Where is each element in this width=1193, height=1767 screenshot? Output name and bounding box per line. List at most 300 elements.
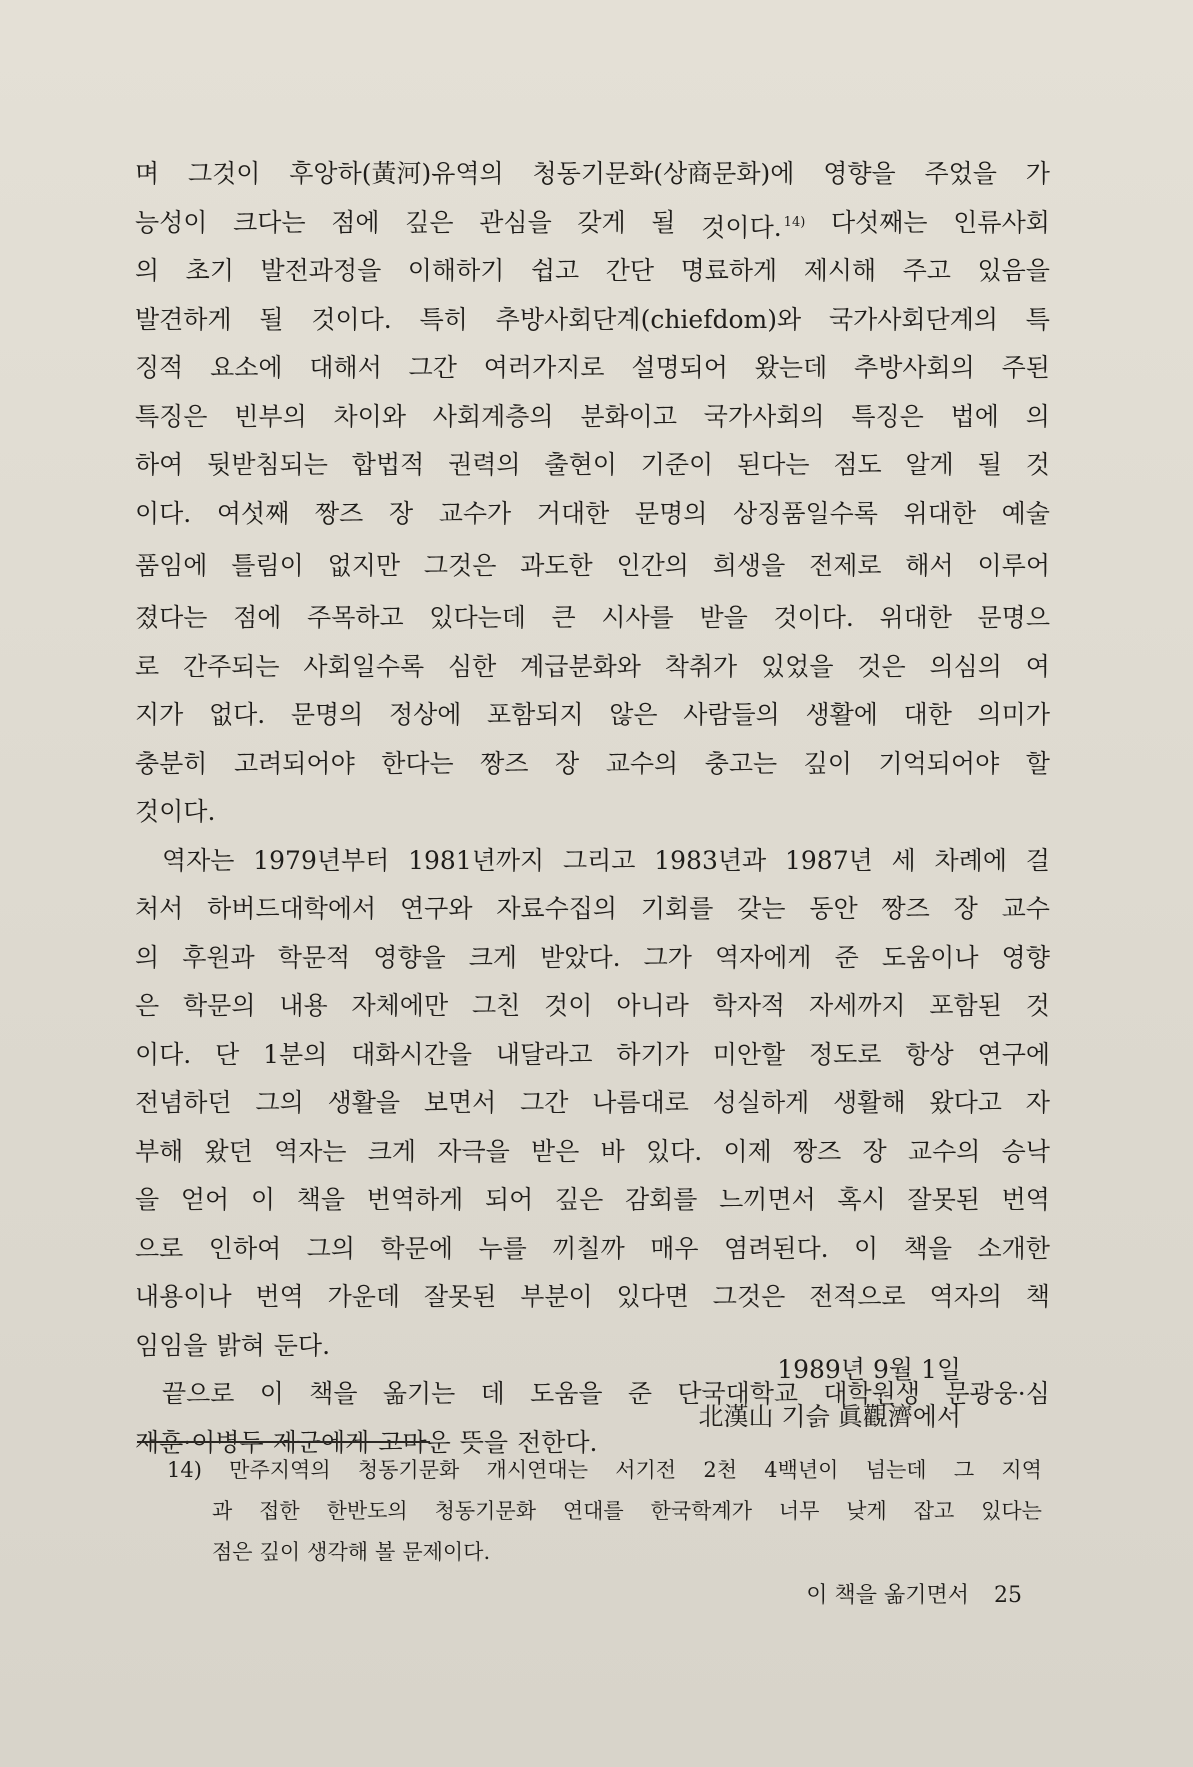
word: 될 <box>651 207 676 237</box>
word: 이 <box>259 1379 284 1408</box>
word: 사회일수록 <box>303 651 425 681</box>
word: 장 <box>555 748 580 778</box>
word: 1979년부터 <box>253 845 390 875</box>
word: 크게 <box>367 1136 417 1166</box>
word: 교수의 <box>907 1136 981 1166</box>
word: 도움을 <box>530 1379 603 1408</box>
text-line <box>135 691 1050 740</box>
word: 밝혀 <box>216 1330 265 1360</box>
word: 인하여 <box>208 1233 282 1263</box>
text-line <box>167 1450 1042 1491</box>
word: 아니라 <box>616 991 689 1020</box>
word: 번역 <box>1001 1185 1050 1214</box>
word: 장 <box>862 1136 887 1166</box>
text-line <box>135 643 1050 692</box>
text-line <box>135 150 1050 199</box>
word: 것이 <box>544 991 593 1020</box>
word: 문광웅·심 <box>945 1379 1050 1408</box>
word: 초기 <box>185 256 234 285</box>
word: 것이다. <box>311 304 392 334</box>
word: 이 <box>854 1233 879 1263</box>
word: 며 <box>135 159 160 188</box>
word: 그간 <box>408 353 457 382</box>
word: 시사를 <box>601 603 674 632</box>
word: 자료수집의 <box>496 894 618 923</box>
word: 점도 <box>833 450 882 479</box>
word: 바 <box>600 1136 625 1166</box>
word: 추방사회단계(chiefdom)와 <box>495 304 802 334</box>
word: 개시연대는 <box>486 1458 588 1482</box>
word: 연대를 <box>562 1499 624 1523</box>
word: 생활해 <box>833 1088 906 1117</box>
word: 데 <box>480 1379 505 1408</box>
word: 특히 <box>419 304 468 334</box>
word: 로 <box>135 651 160 681</box>
word: 지가 <box>135 700 184 729</box>
word: 생활을 <box>327 1088 401 1117</box>
word: 짱즈 <box>881 894 930 923</box>
word: 충분히 <box>135 748 208 778</box>
word: 갖는 <box>737 894 786 923</box>
text-line <box>135 837 1050 886</box>
word: 왔는데 <box>754 353 828 382</box>
word: 너무 <box>778 1499 820 1523</box>
word: 1987년 <box>784 845 873 875</box>
word: 이다. <box>135 498 192 528</box>
word: 그리고 <box>563 845 636 875</box>
word: 가운데 <box>327 1282 401 1311</box>
word: 자 <box>1025 1088 1050 1117</box>
word: 그것은 <box>712 1282 786 1311</box>
word: 걸 <box>1025 845 1050 875</box>
word: 간주되는 <box>182 651 280 681</box>
word: 있다면 <box>616 1282 689 1311</box>
word: 대화시간을 <box>351 1039 473 1069</box>
word: 끼칠까 <box>552 1233 625 1263</box>
word: 이 <box>250 1185 275 1214</box>
word: 특징은 <box>135 401 208 431</box>
word: 포함되지 <box>487 700 584 729</box>
word: 그가 <box>643 942 692 972</box>
word: 없지만 <box>327 551 401 580</box>
text-line <box>135 538 1050 594</box>
text-line <box>135 490 1050 539</box>
word: 짱즈 <box>480 748 529 778</box>
text-line <box>135 788 1050 837</box>
word: 혹시 <box>837 1185 886 1214</box>
word: 역자는 <box>162 845 235 875</box>
word: 책을 <box>903 1233 952 1263</box>
word: 해서 <box>905 551 954 580</box>
word: 제시해 <box>803 256 877 285</box>
word: 된다는 <box>737 450 810 479</box>
word: 것 <box>1025 991 1050 1020</box>
word: 성실하게 <box>712 1088 810 1117</box>
word: 번역하게 <box>366 1185 464 1214</box>
text-line <box>135 296 1050 345</box>
word: 1분의 <box>263 1039 328 1069</box>
text-line <box>135 1225 1050 1274</box>
word: 단국대학교 <box>677 1379 799 1408</box>
word: 설명되어 <box>631 353 728 382</box>
word: 것이다. $^{14)}$ <box>701 212 806 242</box>
word: 의 <box>135 256 160 285</box>
word: 거대한 <box>536 498 610 528</box>
word: 사람들의 <box>683 700 780 729</box>
word: 그 <box>953 1458 975 1482</box>
word: 알게 <box>905 450 954 479</box>
word: 한다는 <box>381 748 454 778</box>
word: 그의 <box>306 1233 356 1263</box>
word: 역자의 <box>929 1282 1002 1311</box>
word: 넘는데 <box>865 1458 927 1482</box>
word: 대학원생 <box>823 1379 921 1408</box>
page-number: 25 <box>994 1583 1022 1608</box>
word: 의심의 <box>929 651 1002 681</box>
word: 학문에 <box>380 1233 453 1263</box>
word: 것이다. <box>773 603 854 632</box>
word: 부분이 <box>520 1282 593 1311</box>
word: 품임에 <box>135 551 208 580</box>
word: 접한 <box>259 1499 300 1523</box>
word: 인간의 <box>616 551 689 580</box>
word: 청동기문화 <box>434 1499 536 1523</box>
word: 받은 <box>531 1136 580 1166</box>
running-footer-title: 이 책을 옮기면서 <box>806 1583 969 1608</box>
word: 주었을 <box>924 159 997 188</box>
word: 점에 <box>233 603 282 632</box>
word: 낮게 <box>846 1499 887 1523</box>
word: 고마운 <box>378 1427 451 1457</box>
word: 만주지역의 <box>229 1458 331 1482</box>
word: 단 <box>215 1039 240 1069</box>
text-line <box>135 740 1050 789</box>
word: 있다. <box>645 1136 703 1166</box>
word: 내용이나 <box>135 1282 232 1311</box>
word: 책을 <box>296 1185 345 1214</box>
word: 연구와 <box>400 894 473 923</box>
word: 합법적 <box>351 450 425 479</box>
footnote <box>167 1450 1042 1573</box>
word: 기준이 <box>640 450 714 479</box>
word: 없다. <box>208 700 266 729</box>
word: 장 <box>953 894 978 923</box>
text-line <box>135 1079 1050 1128</box>
word: 주목하고 <box>307 603 404 632</box>
word: 않은 <box>609 700 658 729</box>
word: 문명으 <box>977 603 1050 632</box>
word: 크다는 <box>233 207 306 237</box>
word: 충고는 <box>704 748 778 778</box>
word: 교수가 <box>438 498 512 528</box>
text-line <box>135 1031 1050 1080</box>
text-line <box>135 1176 1050 1225</box>
text-line <box>135 393 1050 442</box>
word: 그친 <box>471 991 521 1020</box>
word: 하버드대학에서 <box>207 894 377 923</box>
word: 요소에 <box>210 353 283 382</box>
word: 이루어 <box>977 551 1050 580</box>
word: 매우 <box>650 1233 699 1263</box>
word: 여 <box>1025 651 1050 681</box>
word: 도움이나 <box>881 942 979 972</box>
word: 착취가 <box>664 651 738 681</box>
word: 쉽고 <box>530 256 580 285</box>
word: 청동기문화(상商문화)에 <box>532 159 795 188</box>
word: 예술 <box>1001 498 1050 528</box>
word: 2천 <box>703 1458 737 1482</box>
word: 과도한 <box>520 551 593 580</box>
text-line <box>135 885 1050 934</box>
word: 의 <box>1025 401 1050 431</box>
body-text <box>135 150 1050 1467</box>
word: 둔다. <box>273 1330 331 1360</box>
word: 역자에게 <box>714 942 812 972</box>
text-line <box>135 1128 1050 1177</box>
word: 4백년이 <box>764 1458 839 1482</box>
word: 상징품일수록 <box>733 498 878 528</box>
word: 발전과정을 <box>260 256 382 285</box>
word: 전적으로 <box>809 1282 906 1311</box>
word: 되어 <box>484 1185 534 1214</box>
word: 받았다. <box>540 942 621 972</box>
word: 여러가지로 <box>483 353 605 382</box>
signature-place: 北漢山 기슭 眞觀濟에서 <box>698 1402 961 1431</box>
word: 그의 <box>255 1088 304 1117</box>
word: 있음을 <box>977 256 1050 285</box>
word: 분화이고 <box>580 401 677 431</box>
word: 보면서 <box>423 1088 497 1117</box>
word: 을 <box>135 1185 160 1214</box>
word: 왔던 <box>204 1136 253 1166</box>
text-line <box>135 199 1050 248</box>
word: 심한 <box>448 651 497 681</box>
word: 문명의 <box>290 700 364 729</box>
signature-date: 1989년 9월 1일 <box>777 1355 961 1384</box>
word: 짱즈 <box>314 498 364 528</box>
word: 후원과 <box>182 942 255 972</box>
word: 것 <box>1025 450 1050 479</box>
word: 승낙 <box>1001 1136 1050 1166</box>
word: 교수 <box>1001 894 1050 923</box>
word: 고려되어야 <box>233 748 355 778</box>
text-line <box>135 344 1050 393</box>
word: 역자는 <box>274 1136 347 1166</box>
word: 학문적 <box>277 942 351 972</box>
word: 제군에게 <box>272 1427 370 1457</box>
word: 연구에 <box>977 1039 1050 1069</box>
word: 정도로 <box>809 1039 882 1069</box>
word: 내용 <box>279 991 328 1020</box>
word: 생활에 <box>805 700 878 729</box>
word: 큰 <box>551 603 576 632</box>
word: 으로 <box>135 1233 184 1263</box>
word: 이다. <box>135 1039 192 1069</box>
word: 의 <box>135 942 160 972</box>
word: 느끼면서 <box>719 1185 816 1214</box>
word: 은 <box>135 991 160 1020</box>
text-line <box>135 1273 1050 1322</box>
word: 점은 <box>212 1540 253 1564</box>
word: 그것이 <box>187 159 261 188</box>
word: 생각해 <box>307 1540 369 1564</box>
word: 서기전 <box>615 1458 677 1482</box>
word: 과 <box>212 1499 233 1523</box>
word: 항상 <box>905 1039 954 1069</box>
word: 문제이다. <box>402 1540 491 1564</box>
word: 출현이 <box>544 450 617 479</box>
text-line <box>135 934 1050 983</box>
word: 하여 <box>135 450 184 479</box>
word: 기회를 <box>640 894 714 923</box>
word: 크게 <box>468 942 518 972</box>
word: 한반도의 <box>326 1499 408 1523</box>
word: 자극을 <box>437 1136 510 1166</box>
word: 옮기는 <box>382 1379 456 1408</box>
text-line <box>167 1532 1042 1573</box>
word: 임임을 <box>135 1330 208 1360</box>
word: 재훈·이병두 <box>135 1427 264 1457</box>
word: 갖게 <box>577 207 626 237</box>
word: 영향을 <box>823 159 896 188</box>
word: 청동기문화 <box>357 1458 460 1482</box>
word: 후앙하(黃河)유역의 <box>289 159 504 188</box>
word: 준 <box>834 942 859 972</box>
word: 영향을 <box>373 942 446 972</box>
word: 잘못된 <box>907 1185 980 1214</box>
word: 지역 <box>1001 1458 1042 1482</box>
word: 위대한 <box>903 498 977 528</box>
footnote-marker: 14) <box>783 214 806 230</box>
word: 잡고 <box>913 1499 955 1523</box>
word: 전념하던 <box>135 1088 232 1117</box>
word: 법에 <box>950 401 999 431</box>
word: 소개한 <box>977 1233 1050 1263</box>
word: 볼 <box>375 1540 396 1564</box>
word: 전한다. <box>517 1427 598 1457</box>
word: 한국학계가 <box>650 1499 752 1523</box>
text-line <box>135 247 1050 296</box>
word: 대해서 <box>309 353 382 382</box>
word: 국가사회의 <box>703 401 825 431</box>
word: 영향 <box>1001 942 1050 972</box>
word: 그것은 <box>423 551 497 580</box>
word: 될 <box>259 304 284 334</box>
word: 전제로 <box>809 551 882 580</box>
word: 발견하게 <box>135 304 232 334</box>
word: 장 <box>388 498 414 528</box>
word: 짱즈 <box>792 1136 842 1166</box>
word: 끝으로 <box>162 1379 235 1408</box>
word: 징적 <box>135 353 184 382</box>
word: 주고 <box>902 256 951 285</box>
word: 점에 <box>331 207 380 237</box>
word: 특징은 <box>851 401 924 431</box>
word: 계급분화와 <box>520 651 641 681</box>
word: 것은 <box>857 651 906 681</box>
word: 처서 <box>135 894 184 923</box>
word: 인류사회 <box>953 207 1050 237</box>
word: 될 <box>977 450 1002 479</box>
word: 염려된다. <box>724 1233 829 1263</box>
word: 다섯째는 <box>830 207 928 237</box>
word: 대한 <box>903 700 952 729</box>
text-line <box>167 1491 1042 1532</box>
word: 특 <box>1025 304 1050 334</box>
word: 세 <box>891 845 916 875</box>
word: 1983년과 <box>654 845 767 875</box>
word: 명료하게 <box>680 256 778 285</box>
text-line <box>135 982 1050 1031</box>
word: 문명의 <box>634 498 708 528</box>
word: 이해하기 <box>407 256 505 285</box>
word: 깊이 <box>259 1540 301 1564</box>
word: 기억되어야 <box>878 748 1000 778</box>
word: 나름대로 <box>592 1088 689 1117</box>
word: 틀림이 <box>231 551 304 580</box>
word: 간단 <box>605 256 655 285</box>
word: 준 <box>627 1379 653 1408</box>
word: 포함된 <box>929 991 1002 1020</box>
word: 차례에 <box>934 845 1007 875</box>
word: 교수의 <box>605 748 679 778</box>
word: 빈부의 <box>234 401 307 431</box>
word: 감회를 <box>624 1185 698 1214</box>
word: 부해 <box>135 1136 184 1166</box>
word: 왔다고 <box>929 1088 1002 1117</box>
word: 가 <box>1025 159 1050 188</box>
word: 정상에 <box>388 700 462 729</box>
word: 잘못된 <box>423 1282 497 1311</box>
word: 의미가 <box>977 700 1050 729</box>
word: 위대한 <box>879 603 952 632</box>
word: 학문의 <box>183 991 256 1020</box>
word: 책 <box>1025 1282 1050 1311</box>
word: 뜻을 <box>459 1427 509 1457</box>
word: 자체에만 <box>351 991 449 1020</box>
word: 있었을 <box>761 651 834 681</box>
word: 국가사회단계의 <box>828 304 998 334</box>
footnote-divider <box>137 1441 430 1443</box>
word: 14) <box>167 1458 202 1482</box>
word: 내달라고 <box>495 1039 593 1069</box>
word: 희생을 <box>712 551 786 580</box>
word: 있다는 <box>981 1499 1042 1523</box>
word: 졌다는 <box>135 603 208 632</box>
word: 뒷받침되는 <box>207 450 328 479</box>
word: 것이다. <box>135 797 216 826</box>
word: 할 <box>1025 748 1050 778</box>
word: 있다는데 <box>429 603 526 632</box>
word: 추방사회의 <box>854 353 975 382</box>
word: 이제 <box>723 1136 772 1166</box>
word: 주된 <box>1001 353 1050 382</box>
word: 그간 <box>520 1088 569 1117</box>
text-line <box>135 594 1050 643</box>
word: 번역 <box>255 1282 304 1311</box>
word: 학자적 <box>712 991 786 1020</box>
text-line <box>135 441 1050 490</box>
word: 능성이 <box>135 207 208 237</box>
word: 자세까지 <box>808 991 906 1020</box>
word: 얻어 <box>180 1185 230 1214</box>
word: 하기가 <box>616 1039 689 1069</box>
word: 1981년까지 <box>408 845 545 875</box>
word: 차이와 <box>333 401 406 431</box>
word: 사회계층의 <box>432 401 554 431</box>
word: 깊은 <box>405 207 454 237</box>
word: 관심을 <box>479 207 552 237</box>
